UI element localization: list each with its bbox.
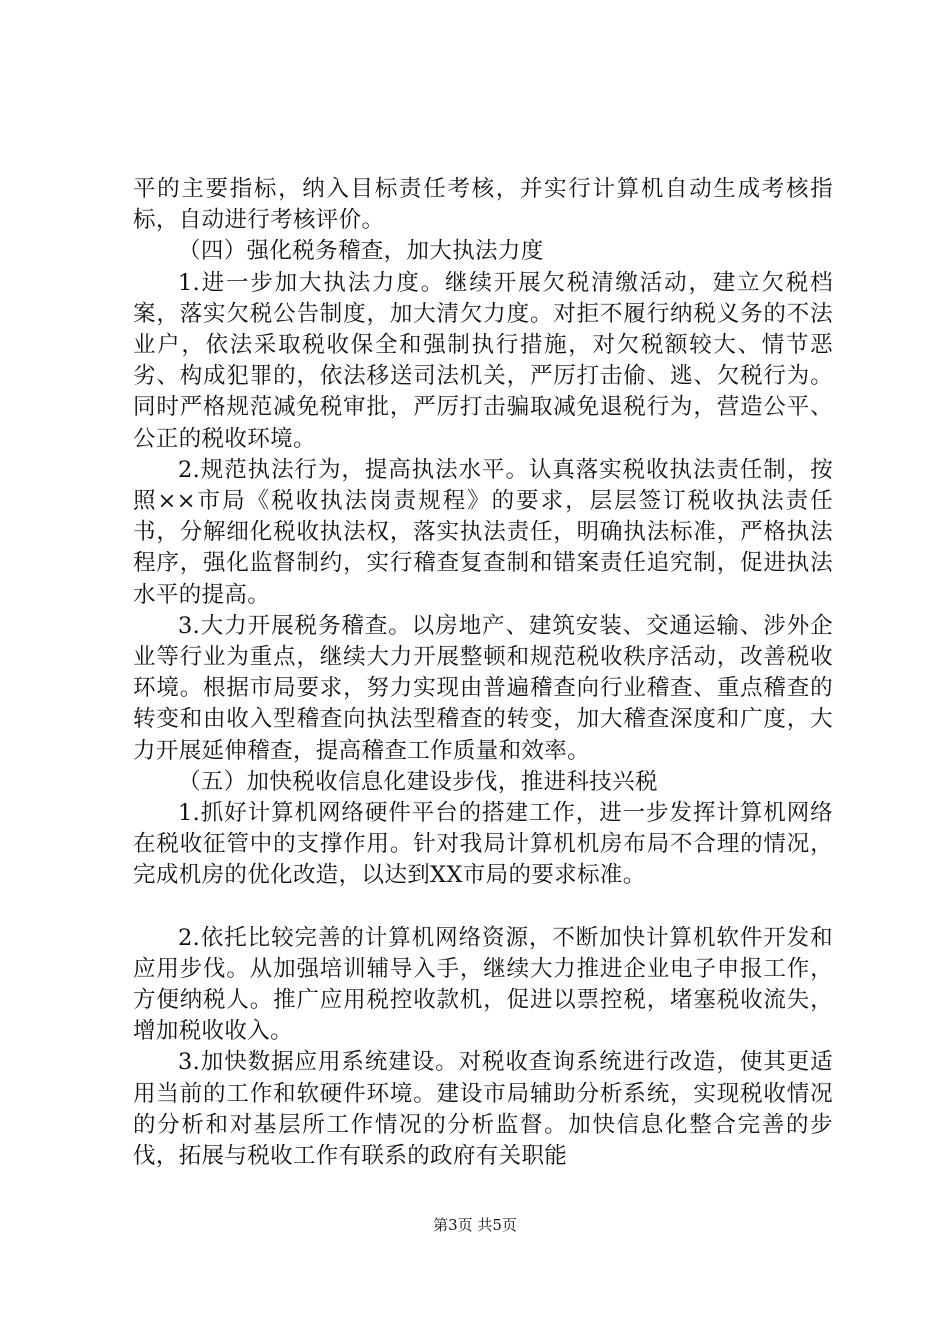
paragraph-4-2: 2.规范执法行为，提高执法水平。认真落实税收执法责任制，按照××市局《税收执法岗责规程》的要求，层层签订税收执法责任书，分解细化税收执法权，落实执法责任，明确执法标准，严格执法程序，强化监督制约，实行稽查复查制和错案责任追究制，促进执法水平的提高。	[133, 456, 833, 608]
paragraph-continuation: 平的主要指标，纳入目标责任考核，并实行计算机自动生成考核指标，自动进行考核评价。	[133, 176, 833, 234]
paragraph-4-1: 1.进一步加大执法力度。继续开展欠税清缴活动，建立欠税档案，落实欠税公告制度，加大清欠力度。对拒不履行纳税义务的不法业户，依法采取税收保全和强制执行措施，对欠税额较大、情节恶劣、构成犯罪的，依法移送司法机关，严厉打击偷、逃、欠税行为。同时严格规范减免税审批，严厉打击骗取减免退税行为，营造公平、公正的税收环境。	[133, 269, 833, 452]
section-heading-5: （五）加快税收信息化建设步伐，推进科技兴税	[178, 768, 658, 795]
paragraph-5-2: 2.依托比较完善的计算机网络资源，不断加快计算机软件开发和应用步伐。从加强培训辅导入手，继续大力推进企业电子申报工作，方便纳税人。推广应用税控收款机，促进以票控税，堵塞税收流失，增加税收收入。	[133, 924, 833, 1045]
page-number-label: 第3页 共5页	[433, 1216, 517, 1234]
section-heading-4: （四）强化税务稽查，加大执法力度	[178, 238, 544, 265]
paragraph-5-3: 3.加快数据应用系统建设。对税收查询系统进行改造，使其更适用当前的工作和软硬件环境。建设市局辅助分析系统，实现税收情况的分析和对基层所工作情况的分析监督。加快信息化整合完善的步伐，拓展与税收工作有联系的政府有关职能	[133, 1049, 833, 1170]
paragraph-5-1: 1.抓好计算机网络硬件平台的搭建工作，进一步发挥计算机网络在税收征管中的支撑作用。针对我局计算机机房布局不合理的情况，完成机房的优化改造，以达到XX市局的要求标准。	[133, 800, 833, 889]
document-body	[133, 174, 833, 1172]
paragraph-4-3: 3.大力开展税务稽查。以房地产、建筑安装、交通运输、涉外企业等行业为重点，继续大力开展整顿和规范税收秩序活动，改善税收环境。根据市局要求，努力实现由普遍稽查向行业稽查、重点稽查的转变和由收入型稽查向执法型稽查的转变，加大稽查深度和广度，大力开展延伸稽查，提高稽查工作质量和效率。	[133, 612, 833, 764]
blank-line	[133, 892, 833, 923]
page-footer	[0, 1215, 950, 1235]
